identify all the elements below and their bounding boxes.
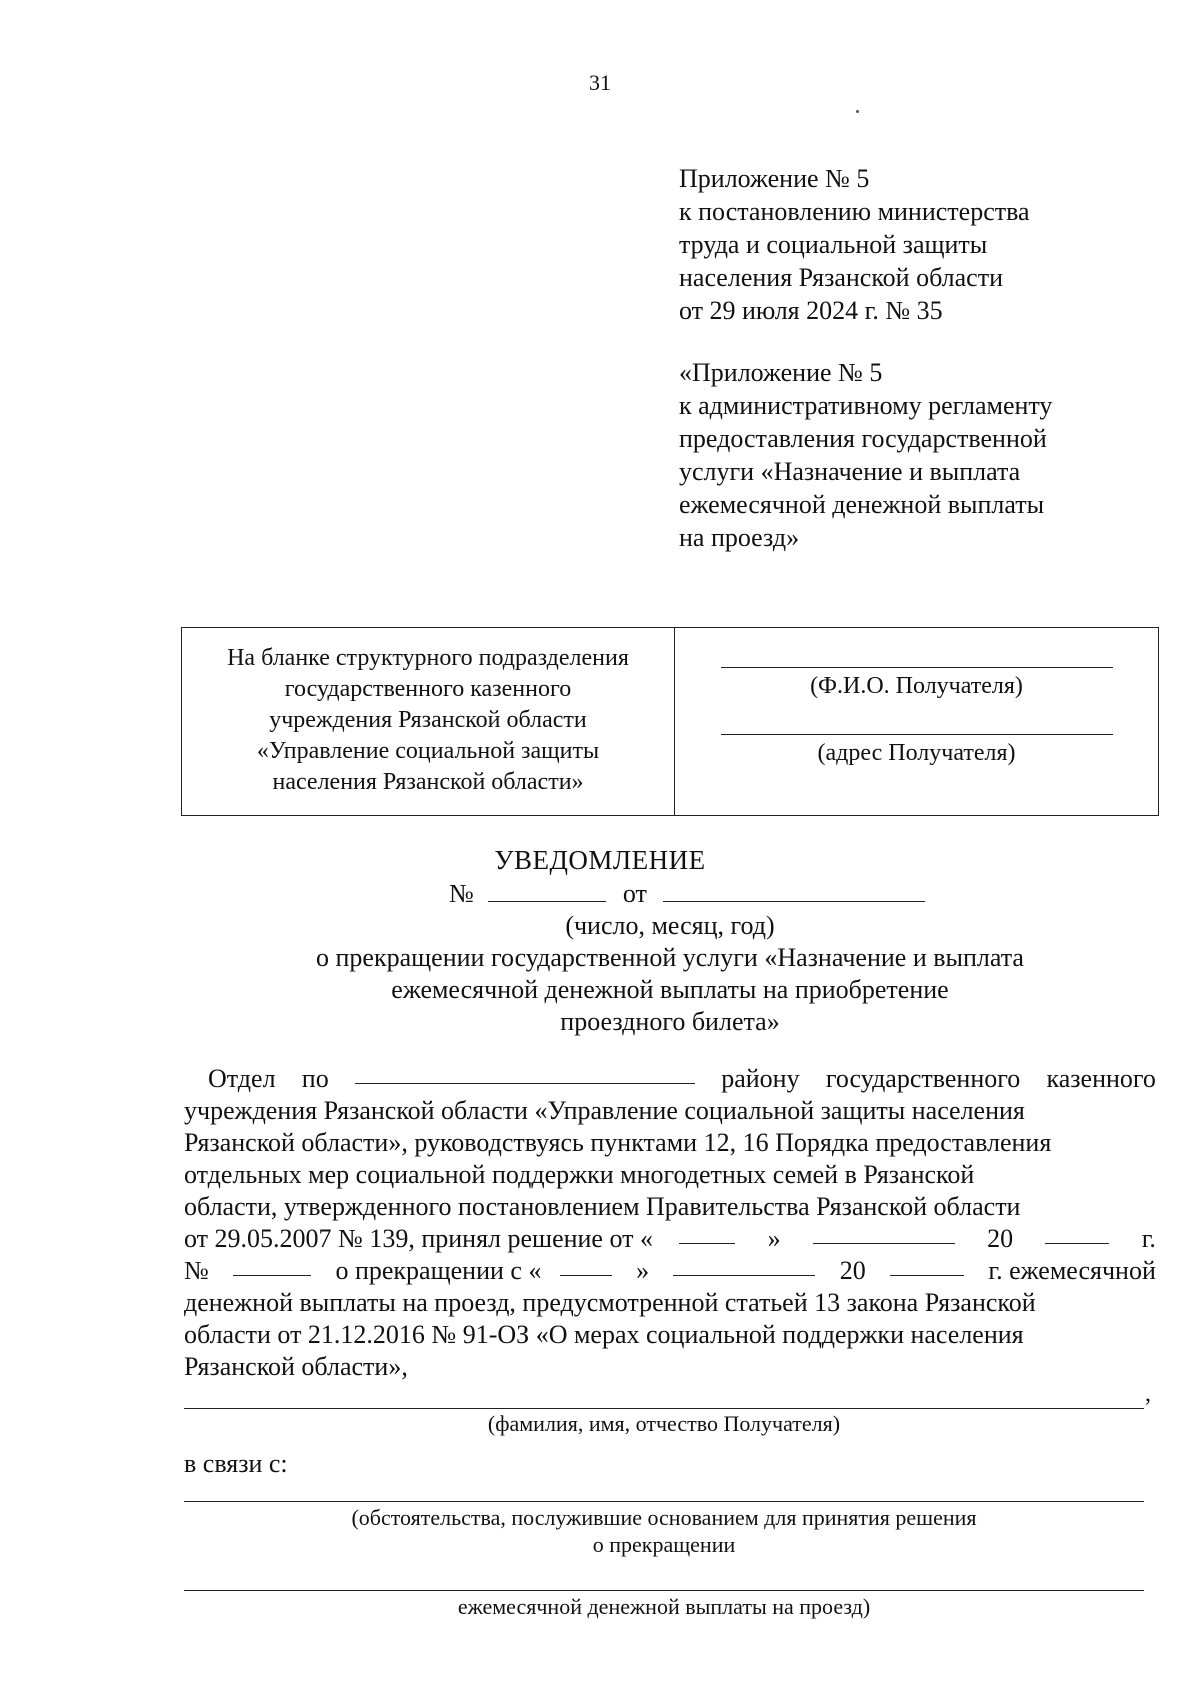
- number-blank: [488, 879, 606, 902]
- letterhead-line: населения Рязанской области»: [272, 769, 584, 795]
- body-text: о прекращении с «: [335, 1256, 542, 1285]
- body-line: [184, 1223, 1156, 1255]
- stop-day-blank: [560, 1255, 612, 1276]
- decision-year-blank: [1045, 1223, 1109, 1244]
- appendix-header-line: труда и социальной защиты: [679, 230, 988, 259]
- trailing-comma: ,: [1145, 1381, 1151, 1407]
- appendix-header: [679, 162, 1030, 327]
- body-text: по: [301, 1064, 329, 1093]
- in-connection-label: в связи с:: [184, 1449, 288, 1478]
- stop-month-blank: [673, 1255, 815, 1276]
- letterhead-line: «Управление социальной защиты: [256, 738, 600, 764]
- date-blank: [663, 879, 925, 902]
- body-text: денежной выплаты на проезд, предусмотренной статьей 13 закона Рязанской: [184, 1288, 1036, 1317]
- appendix-header-line: населения Рязанской области: [679, 263, 1003, 292]
- body-line: [184, 1127, 1156, 1159]
- subject-line: о прекращении государственной услуги «Назначение и выплата: [316, 943, 1024, 972]
- decision-number-blank: [233, 1255, 311, 1276]
- body-text: »: [767, 1224, 781, 1253]
- decision-day-blank: [679, 1223, 735, 1244]
- body-text: »: [636, 1256, 650, 1285]
- body-line: [184, 1287, 1156, 1319]
- body-line: [184, 1319, 1156, 1351]
- reason-line-1: [184, 1501, 1144, 1502]
- regulation-header-line: предоставления государственной: [679, 424, 1047, 453]
- body-text: Рязанской области», руководствуясь пунктами 12, 16 Порядка предоставления: [184, 1128, 1052, 1157]
- recipient-name-line: [721, 667, 1113, 668]
- regulation-header-line: услуги «Назначение и выплата: [679, 457, 1021, 486]
- subject-line: проездного билета»: [560, 1007, 780, 1036]
- recipient-fio-line: [184, 1408, 1144, 1409]
- notice-subject: [250, 942, 1090, 1038]
- letterhead-line: государственного казенного: [284, 676, 572, 702]
- date-caption: (число, месяц, год): [565, 911, 775, 940]
- recipient-address-line: [721, 734, 1113, 735]
- reason-caption-last: ежемесячной денежной выплаты на проезд): [457, 1594, 871, 1619]
- district-blank: [355, 1063, 695, 1084]
- reason-caption: [184, 1504, 1144, 1558]
- regulation-header-line: к административному регламенту: [679, 391, 1053, 420]
- letterhead-note: [182, 628, 675, 815]
- letterhead-line: учреждения Рязанской области: [269, 707, 587, 733]
- body-line: [184, 1255, 1156, 1287]
- body-text: №: [184, 1256, 209, 1285]
- body-text: 20: [987, 1224, 1014, 1253]
- body-line: [184, 1351, 1156, 1383]
- body-line: [184, 1159, 1156, 1191]
- body-text: области от 21.12.2016 № 91-ОЗ «О мерах социальной поддержки населения: [184, 1320, 1024, 1349]
- body-text: Отдел: [208, 1064, 276, 1093]
- body-text: району: [721, 1064, 800, 1093]
- body-text: учреждения Рязанской области «Управление социальной защиты населения: [184, 1096, 1025, 1125]
- decision-month-blank: [813, 1223, 955, 1244]
- notice-number-line: [449, 878, 925, 910]
- stop-year-blank: [890, 1255, 964, 1276]
- appendix-header-line: к постановлению министерства: [679, 197, 1030, 226]
- body-text: государственного: [825, 1064, 1021, 1093]
- regulation-header: [679, 356, 1052, 554]
- body-line: [184, 1063, 1156, 1095]
- recipient-block: [675, 628, 1158, 815]
- letterhead-line: На бланке структурного подразделения: [227, 645, 629, 671]
- reason-caption-line: о прекращении: [592, 1532, 736, 1557]
- regulation-header-line: на проезд»: [679, 523, 800, 552]
- date-prefix: от: [622, 879, 647, 908]
- body-line: [184, 1095, 1156, 1127]
- letterhead-table: [181, 627, 1159, 816]
- body-paragraph: [184, 1063, 1156, 1383]
- body-text: 20: [839, 1256, 866, 1285]
- appendix-header-line: Приложение № 5: [679, 164, 870, 193]
- recipient-fio-caption: (фамилия, имя, отчество Получателя): [487, 1411, 841, 1436]
- reason-line-2: [184, 1590, 1144, 1591]
- number-prefix: №: [449, 879, 474, 908]
- recipient-name-caption: (Ф.И.О. Получателя): [810, 673, 1023, 699]
- body-line: [184, 1191, 1156, 1223]
- body-text: казенного: [1046, 1064, 1156, 1093]
- page-number: 31: [589, 70, 611, 95]
- subject-line: ежемесячной денежной выплаты на приобретение: [391, 975, 949, 1004]
- notice-title: УВЕДОМЛЕНИЕ: [494, 845, 706, 875]
- appendix-header-line: от 29 июля 2024 г. № 35: [679, 296, 943, 325]
- body-text: области, утвержденного постановлением Правительства Рязанской области: [184, 1192, 1021, 1221]
- body-text: Рязанской области»,: [184, 1352, 408, 1381]
- scan-speck: [856, 110, 859, 113]
- body-text: г. ежемесячной: [988, 1256, 1156, 1285]
- regulation-header-line: «Приложение № 5: [679, 358, 883, 387]
- body-text: от 29.05.2007 № 139, принял решение от «: [184, 1224, 653, 1253]
- reason-caption-line: (обстоятельства, послужившие основанием для принятия решения: [351, 1505, 977, 1530]
- body-text: отдельных мер социальной поддержки многодетных семей в Рязанской: [184, 1160, 975, 1189]
- body-text: г.: [1141, 1224, 1156, 1253]
- recipient-address-caption: (адрес Получателя): [817, 740, 1016, 766]
- regulation-header-line: ежемесячной денежной выплаты: [679, 490, 1045, 519]
